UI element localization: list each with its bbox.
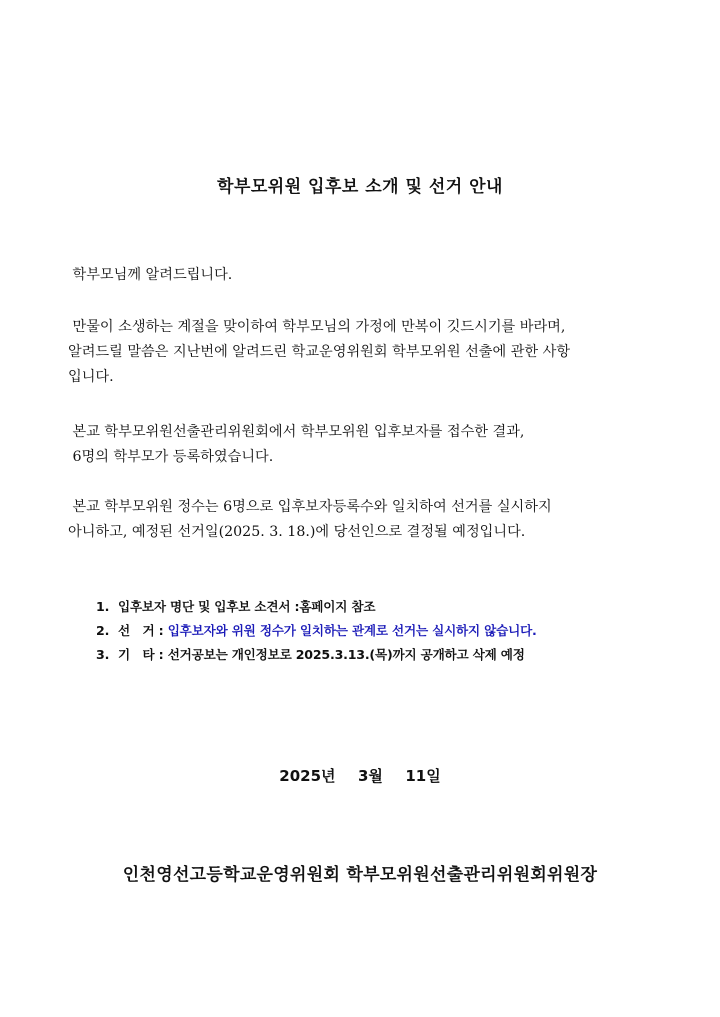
paragraph-line: 만물이 소생하는 계절을 맞이하여 학부모님의 가정에 만복이 깃드시기를 바라며,	[72, 319, 566, 335]
signature-line: 인천영선고등학교운영위원회 학부모위원선출관리위원회위원장	[122, 865, 598, 885]
list-item-label: 기 타 :	[118, 647, 168, 662]
list-item-number: 3.	[96, 647, 110, 662]
paragraph-line: 본교 학부모위원선출관리위원회에서 학부모위원 입후보자를 접수한 결과,	[72, 424, 525, 440]
notice-list	[96, 595, 656, 667]
paragraph-line: 아니하고, 예정된 선거일(2025. 3. 18.)에 당선인으로 결정될 예정입니다.	[68, 524, 526, 540]
paragraph-line: 입니다.	[68, 369, 114, 385]
election-paragraph	[68, 495, 664, 545]
list-item-number: 2.	[96, 623, 110, 638]
list-item-label: 선 거 :	[118, 623, 168, 638]
document-date: 2025년 3월 11일	[279, 767, 441, 785]
list-item-label: 입후보자 명단 및 입후보 소견서 :	[118, 599, 300, 614]
page-title: 학부모위원 입후보 소개 및 선거 안내	[217, 177, 503, 197]
intro-paragraph	[68, 315, 664, 390]
paragraph-line: 알려드릴 말씀은 지난번에 알려드린 학교운영위원회 학부모위원 선출에 관한 사항	[68, 344, 571, 360]
list-item	[96, 595, 656, 619]
registration-paragraph	[68, 420, 664, 470]
greeting-paragraph	[68, 263, 664, 288]
paragraph-line: 본교 학부모위원 정수는 6명으로 입후보자등록수와 일치하여 선거를 실시하지	[72, 499, 552, 515]
list-item-number: 1.	[96, 599, 110, 614]
paragraph-line: 6명의 학부모가 등록하였습니다.	[72, 449, 274, 465]
list-item-value-highlight: 입후보자와 위원 정수가 일치하는 관계로 선거는 실시하지 않습니다.	[167, 623, 537, 638]
list-item-value: 선거공보는 개인정보로 2025.3.13.(목)까지 공개하고 삭제 예정	[167, 647, 525, 662]
list-item	[96, 619, 656, 643]
list-item-value: 홈페이지 참조	[299, 599, 376, 614]
list-item	[96, 643, 656, 667]
greeting-line: 학부모님께 알려드립니다.	[72, 267, 233, 283]
